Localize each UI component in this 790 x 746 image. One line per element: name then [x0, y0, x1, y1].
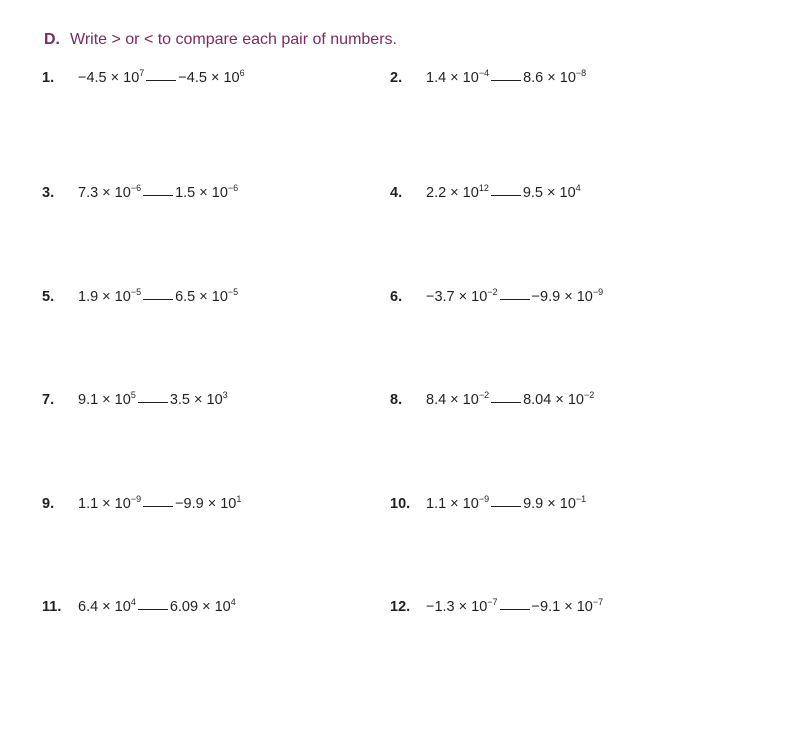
- problem-row: [0, 68, 790, 92]
- problem-7: [42, 390, 228, 410]
- right-operand: [523, 68, 586, 88]
- problem-number: 12.: [390, 599, 411, 615]
- right-operand: [170, 390, 228, 410]
- problem-11: [42, 597, 236, 617]
- left-operand: [78, 494, 141, 514]
- left-operand: [78, 183, 141, 203]
- exponent: −7: [592, 597, 604, 607]
- right-operand: [523, 183, 581, 203]
- answer-blank[interactable]: [146, 79, 176, 81]
- coefficient: 6.5 × 10: [175, 289, 228, 305]
- left-operand: [78, 597, 136, 617]
- exponent: 7: [139, 68, 145, 78]
- exponent: −2: [478, 390, 490, 400]
- left-operand: [426, 390, 489, 410]
- problem-row: [0, 494, 790, 518]
- exponent: 4: [575, 183, 581, 193]
- exponent: 6: [239, 68, 245, 78]
- exponent: −9: [478, 494, 490, 504]
- section-letter: D.: [44, 31, 60, 48]
- coefficient: 9.9 × 10: [523, 496, 576, 512]
- exponent: −5: [130, 287, 142, 297]
- problem-number: 2.: [390, 70, 403, 86]
- coefficient: −3.7 × 10: [426, 289, 488, 305]
- coefficient: −9.9 × 10: [175, 496, 237, 512]
- problem-10: [390, 494, 586, 514]
- answer-blank[interactable]: [143, 505, 173, 507]
- instruction-text: Write > or < to compare each pair of numbers.: [70, 31, 397, 48]
- answer-blank[interactable]: [491, 79, 521, 81]
- left-operand: [426, 68, 489, 88]
- exponent: −2: [487, 287, 498, 297]
- coefficient: 8.04 × 10: [523, 392, 584, 408]
- answer-blank[interactable]: [500, 608, 530, 610]
- coefficient: 1.5 × 10: [175, 185, 228, 201]
- coefficient: 8.4 × 10: [426, 392, 479, 408]
- right-operand: [178, 68, 244, 88]
- problem-6: [390, 287, 603, 307]
- exponent: −6: [227, 183, 239, 193]
- answer-blank[interactable]: [500, 298, 530, 300]
- coefficient: −4.5 × 10: [78, 70, 140, 86]
- coefficient: 6.09 × 10: [169, 599, 231, 615]
- coefficient: 1.4 × 10: [426, 70, 479, 86]
- problem-row: [0, 390, 790, 414]
- coefficient: −9.1 × 10: [531, 599, 593, 615]
- exponent: 4: [130, 597, 136, 607]
- problem-row: [0, 183, 790, 207]
- exponent: 1: [236, 494, 242, 504]
- exponent: −6: [130, 183, 142, 193]
- problem-number: 1.: [42, 70, 55, 86]
- coefficient: 9.5 × 10: [522, 185, 576, 201]
- coefficient: 1.1 × 10: [426, 496, 479, 512]
- coefficient: 6.4 × 10: [78, 599, 131, 615]
- coefficient: 1.1 × 10: [78, 496, 131, 512]
- problem-number: 4.: [390, 185, 403, 201]
- problem-number: 6.: [390, 289, 403, 305]
- left-operand: [78, 68, 144, 88]
- problem-number: 3.: [42, 185, 55, 201]
- exponent: −8: [575, 68, 587, 78]
- problem-number: 11.: [42, 599, 62, 615]
- exponent: −1: [575, 494, 587, 504]
- right-operand: [523, 390, 594, 410]
- exponent: −9: [130, 494, 142, 504]
- answer-blank[interactable]: [491, 401, 521, 403]
- answer-blank[interactable]: [491, 505, 521, 507]
- problem-number: 8.: [390, 392, 403, 408]
- problem-number: 10.: [390, 496, 411, 512]
- right-operand: [175, 494, 241, 514]
- left-operand: [78, 287, 141, 307]
- problem-8: [390, 390, 594, 410]
- problem-number: 9.: [42, 496, 55, 512]
- coefficient: −4.5 × 10: [178, 70, 240, 86]
- left-operand: [78, 390, 136, 410]
- coefficient: 9.1 × 10: [78, 392, 131, 408]
- answer-blank[interactable]: [491, 194, 521, 196]
- problem-3: [42, 183, 238, 203]
- problem-12: [390, 597, 603, 617]
- exponent: 12: [478, 183, 489, 193]
- coefficient: 7.3 × 10: [78, 185, 131, 201]
- left-operand: [426, 494, 489, 514]
- problem-1: [42, 68, 245, 88]
- exponent: 4: [230, 597, 236, 607]
- problem-2: [390, 68, 586, 88]
- right-operand: [532, 597, 604, 617]
- answer-blank[interactable]: [138, 401, 168, 403]
- problem-row: [0, 597, 790, 621]
- problem-5: [42, 287, 238, 307]
- left-operand: [426, 183, 489, 203]
- right-operand: [175, 183, 238, 203]
- coefficient: −1.3 × 10: [426, 599, 488, 615]
- right-operand: [532, 287, 604, 307]
- exponent: 3: [222, 390, 228, 400]
- answer-blank[interactable]: [143, 194, 173, 196]
- right-operand: [523, 494, 586, 514]
- problem-row: [0, 287, 790, 311]
- problem-9: [42, 494, 241, 514]
- exponent: −4: [478, 68, 490, 78]
- exponent: −5: [227, 287, 239, 297]
- left-operand: [426, 287, 498, 307]
- problem-number: 7.: [42, 392, 55, 408]
- exponent: 5: [130, 390, 136, 400]
- left-operand: [426, 597, 498, 617]
- answer-blank[interactable]: [138, 608, 168, 610]
- coefficient: 2.2 × 10: [426, 185, 479, 201]
- right-operand: [170, 597, 236, 617]
- section-instruction: [44, 31, 397, 49]
- coefficient: 1.9 × 10: [78, 289, 131, 305]
- problem-4: [390, 183, 581, 203]
- exponent: −2: [583, 390, 595, 400]
- answer-blank[interactable]: [143, 298, 173, 300]
- coefficient: −9.9 × 10: [531, 289, 593, 305]
- coefficient: 8.6 × 10: [523, 70, 576, 86]
- coefficient: 3.5 × 10: [169, 392, 223, 408]
- problem-number: 5.: [42, 289, 55, 305]
- exponent: −7: [487, 597, 498, 607]
- exponent: −9: [592, 287, 604, 297]
- right-operand: [175, 287, 238, 307]
